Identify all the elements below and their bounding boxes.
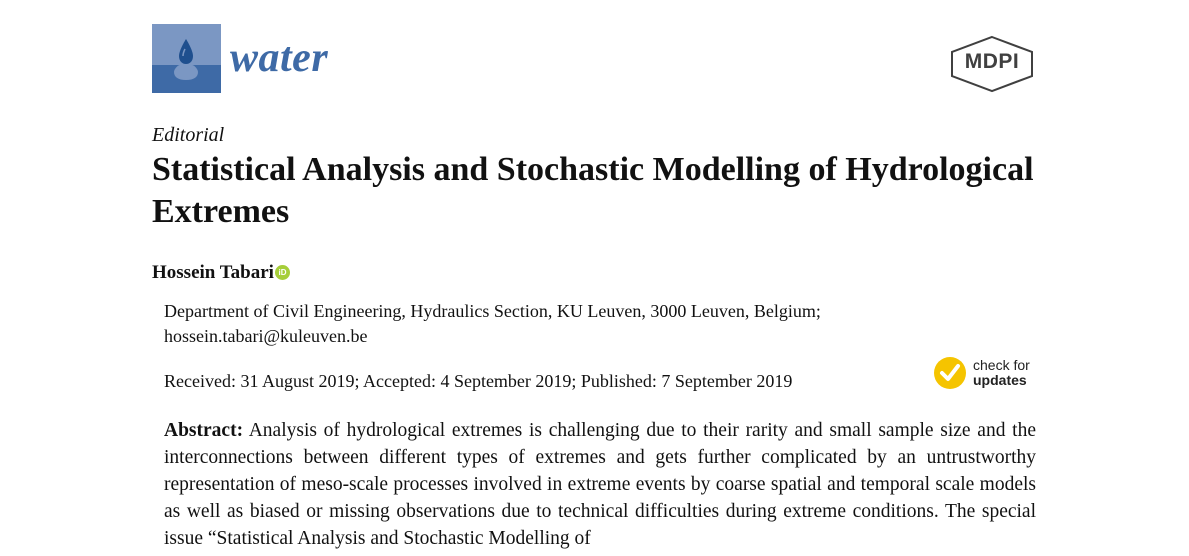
affiliation-text: Department of Civil Engineering, Hydraulics Section, KU Leuven, 3000 Leuven, Belgium; bbox=[164, 301, 821, 321]
author-line bbox=[152, 262, 290, 284]
journal-name: water bbox=[230, 35, 329, 81]
abstract-text: Analysis of hydrological extremes is challenging due to their rarity and small sample size and the interconnections between different types of extremes and gets further complicated by an untrustworthy representation of meso-scale processes involved in extreme events by coarse spatial and temporal scale models as well as biased or missing observations due to technical difficulties during extreme conditions. The special issue “Statistical Analysis and Stochastic Modelling of bbox=[164, 420, 1036, 549]
publication-dates: Received: 31 August 2019; Accepted: 4 September 2019; Published: 7 September 2019 bbox=[164, 371, 793, 391]
check-updates-line1: check for bbox=[973, 357, 1030, 373]
check-for-updates-badge[interactable] bbox=[933, 356, 1043, 392]
check-updates-line2: updates bbox=[973, 372, 1027, 388]
article-type: Editorial bbox=[152, 124, 225, 146]
affiliation bbox=[164, 299, 1024, 349]
paper-title: Statistical Analysis and Stochastic Modelling of Hydrological Extremes bbox=[152, 151, 1034, 230]
abstract bbox=[164, 417, 1036, 552]
checkmark-icon bbox=[933, 356, 967, 390]
water-drop-icon bbox=[152, 24, 221, 93]
orcid-icon[interactable]: iD bbox=[275, 265, 290, 280]
author-email[interactable]: hossein.tabari@kuleuven.be bbox=[164, 326, 368, 346]
author-name: Hossein Tabari bbox=[152, 262, 274, 283]
journal-logo bbox=[152, 24, 221, 93]
publisher-name: MDPI bbox=[964, 50, 1020, 73]
mdpi-hexagon-logo bbox=[948, 35, 1036, 93]
abstract-label: Abstract: bbox=[164, 420, 244, 441]
